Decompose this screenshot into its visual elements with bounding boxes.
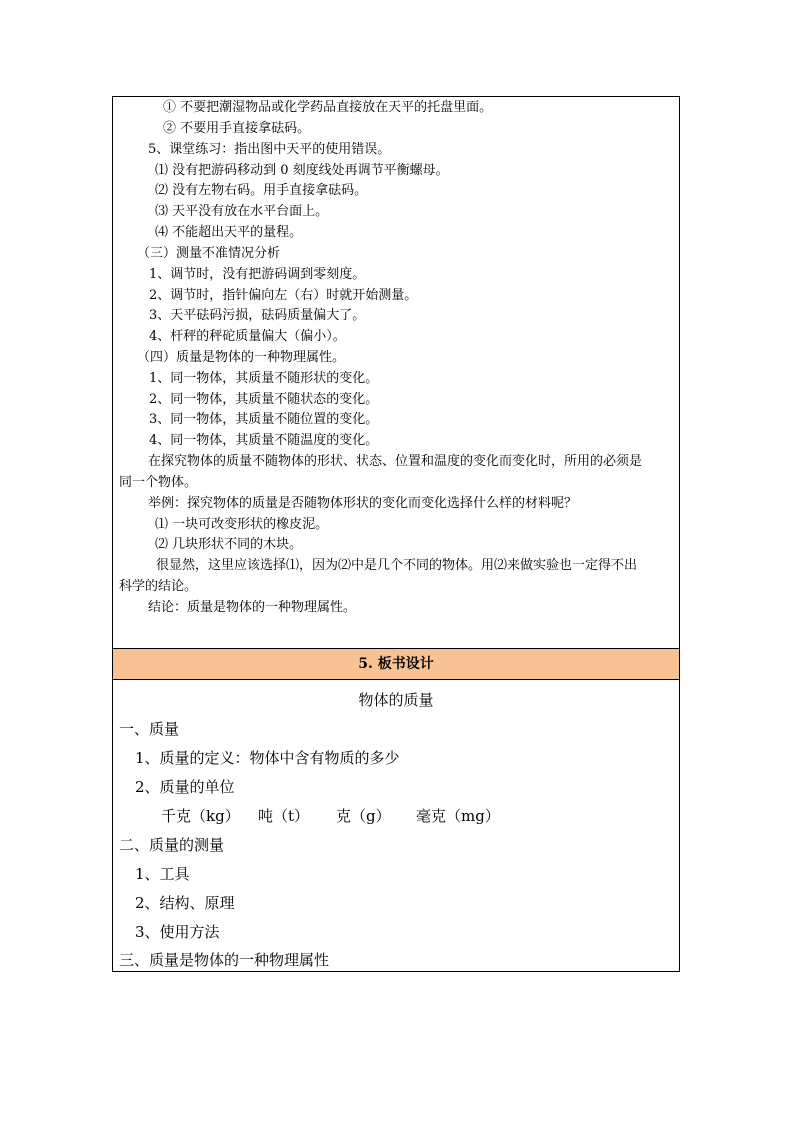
board-item: 1、质量的定义：物体中含有物质的多少 bbox=[135, 749, 400, 767]
text-line: ⑶ 天平没有放在水平台面上。 bbox=[155, 204, 329, 219]
board-item: 3、使用方法 bbox=[135, 923, 220, 941]
text-line: 5、课堂练习：指出图中天平的使用错误。 bbox=[148, 142, 391, 157]
unit-ton: 吨（t） bbox=[258, 807, 310, 825]
unit-gram: 克（g） bbox=[336, 807, 391, 825]
board-heading: 一、质量 bbox=[119, 720, 180, 738]
section-header: 5. 板书设计 bbox=[113, 649, 679, 680]
text-line: 科学的结论。 bbox=[119, 579, 198, 594]
board-item: 2、结构、原理 bbox=[135, 894, 235, 912]
lesson-plan-table bbox=[112, 96, 680, 972]
content-section bbox=[113, 97, 679, 649]
board-heading: 二、质量的测量 bbox=[119, 836, 225, 854]
text-line: 2、同一物体，其质量不随状态的变化。 bbox=[149, 392, 379, 407]
text-line: （三）测量不准情况分析 bbox=[137, 246, 281, 261]
board-units-row bbox=[113, 806, 679, 826]
text-line: 3、同一物体，其质量不随位置的变化。 bbox=[149, 412, 379, 427]
text-line: ② 不要用手直接拿砝码。 bbox=[163, 121, 311, 136]
text-line: ⑴ 一块可改变形状的橡皮泥。 bbox=[155, 517, 329, 532]
board-heading: 三、质量是物体的一种物理属性 bbox=[119, 951, 330, 969]
text-line: 1、调节时，没有把游码调到零刻度。 bbox=[149, 267, 366, 282]
text-line: 举例：探究物体的质量是否随物体形状的变化而变化选择什么样的材料呢？ bbox=[148, 496, 578, 511]
text-line: 1、同一物体，其质量不随形状的变化。 bbox=[149, 371, 379, 386]
text-line: 4、同一物体，其质量不随温度的变化。 bbox=[149, 433, 379, 448]
board-item: 1、工具 bbox=[135, 865, 190, 883]
board-title: 物体的质量 bbox=[358, 691, 434, 709]
text-line: 同一个物体。 bbox=[119, 475, 198, 490]
text-line: （四）质量是物体的一种物理属性。 bbox=[137, 350, 346, 365]
text-line: 结论：质量是物体的一种物理属性。 bbox=[148, 600, 357, 615]
text-line: ⑵ 几块形状不同的木块。 bbox=[155, 537, 303, 552]
text-line: ① 不要把潮湿物品或化学药品直接放在天平的托盘里面。 bbox=[163, 100, 493, 115]
text-line: 3、天平砝码污损，砝码质量偏大了。 bbox=[149, 308, 366, 323]
text-line: ⑵ 没有左物右码。用手直接拿砝码。 bbox=[155, 183, 368, 198]
text-line: 在探究物体的质量不随物体的形状、状态、位置和温度的变化而变化时，所用的必须是 bbox=[148, 454, 643, 469]
text-line: 4、杆秤的秤砣质量偏大（偏小）。 bbox=[149, 329, 346, 344]
text-line: ⑴ 没有把游码移动到 0 刻度线处再调节平衡螺母。 bbox=[155, 163, 449, 178]
text-line: ⑷ 不能超出天平的量程。 bbox=[155, 225, 303, 240]
text-line: 很显然，这里应该选择⑴，因为⑵中是几个不同的物体。用⑵来做实验也一定得不出 bbox=[156, 558, 638, 573]
unit-kilogram: 千克（kg） bbox=[161, 807, 240, 825]
board-item: 2、质量的单位 bbox=[135, 778, 235, 796]
board-design-section bbox=[113, 680, 679, 971]
text-line: 2、调节时，指针偏向左（右）时就开始测量。 bbox=[149, 288, 418, 303]
unit-milligram: 毫克（mg） bbox=[416, 807, 500, 825]
